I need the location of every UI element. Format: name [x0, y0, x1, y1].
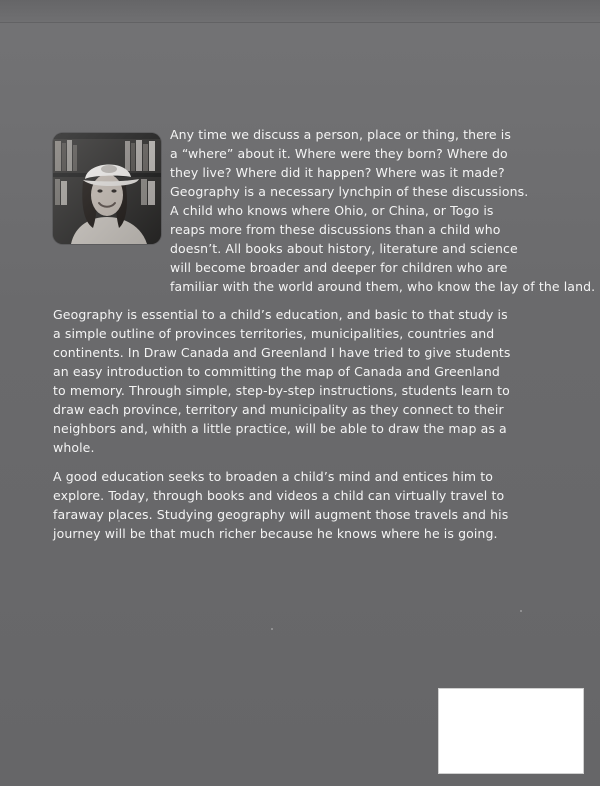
paragraph-geography-essential [53, 305, 566, 457]
paragraph-line: familiar with the world around them, who know the lay of the land. [170, 279, 596, 294]
paragraph-line: whole. [53, 440, 95, 455]
paragraph-line: doesn’t. All books about history, literature and science [170, 241, 518, 256]
paragraph-line: they live? Where did it happen? Where was it made? [170, 165, 505, 180]
paragraph-line: journey will be that much richer because he knows where he is going. [53, 526, 498, 541]
paragraph-line: a simple outline of provinces territories, municipalities, countries and [53, 326, 495, 341]
scan-speck [271, 628, 273, 630]
paragraph-line: A good education seeks to broaden a child’s mind and entices him to [53, 469, 493, 484]
paragraph-line: faraway places. Studying geography will augment those travels and his [53, 507, 509, 522]
paragraph-line: an easy introduction to committing the map of Canada and Greenland [53, 364, 500, 379]
paragraph-line: continents. In Draw Canada and Greenland I have tried to give students [53, 345, 511, 360]
paragraph-line: will become broader and deeper for children who are [170, 260, 508, 275]
paragraph-line: to memory. Through simple, step-by-step instructions, students learn to [53, 383, 510, 398]
top-edge-shadow [0, 0, 600, 23]
scan-speck [118, 520, 120, 522]
paragraph-good-education [53, 467, 566, 543]
paragraph-line: A child who knows where Ohio, or China, or Togo is [170, 203, 494, 218]
author-photo-image [53, 133, 161, 244]
paragraph-line: Geography is essential to a child’s education, and basic to that study is [53, 307, 508, 322]
paragraph-line: reaps more from these discussions than a child who [170, 222, 501, 237]
scan-speck [520, 610, 522, 612]
author-photo [53, 133, 161, 244]
barcode-placeholder-box [438, 688, 584, 774]
paragraph-intro [170, 125, 596, 296]
paragraph-line: draw each province, territory and municipality as they connect to their [53, 402, 504, 417]
paragraph-line: Geography is a necessary lynchpin of these discussions. [170, 184, 529, 199]
paragraph-line: explore. Today, through books and videos a child can virtually travel to [53, 488, 505, 503]
paragraph-line: Any time we discuss a person, place or thing, there is [170, 127, 511, 142]
paragraph-line: neighbors and, whith a little practice, will be able to draw the map as a [53, 421, 507, 436]
paragraph-line: a “where” about it. Where were they born? Where do [170, 146, 508, 161]
